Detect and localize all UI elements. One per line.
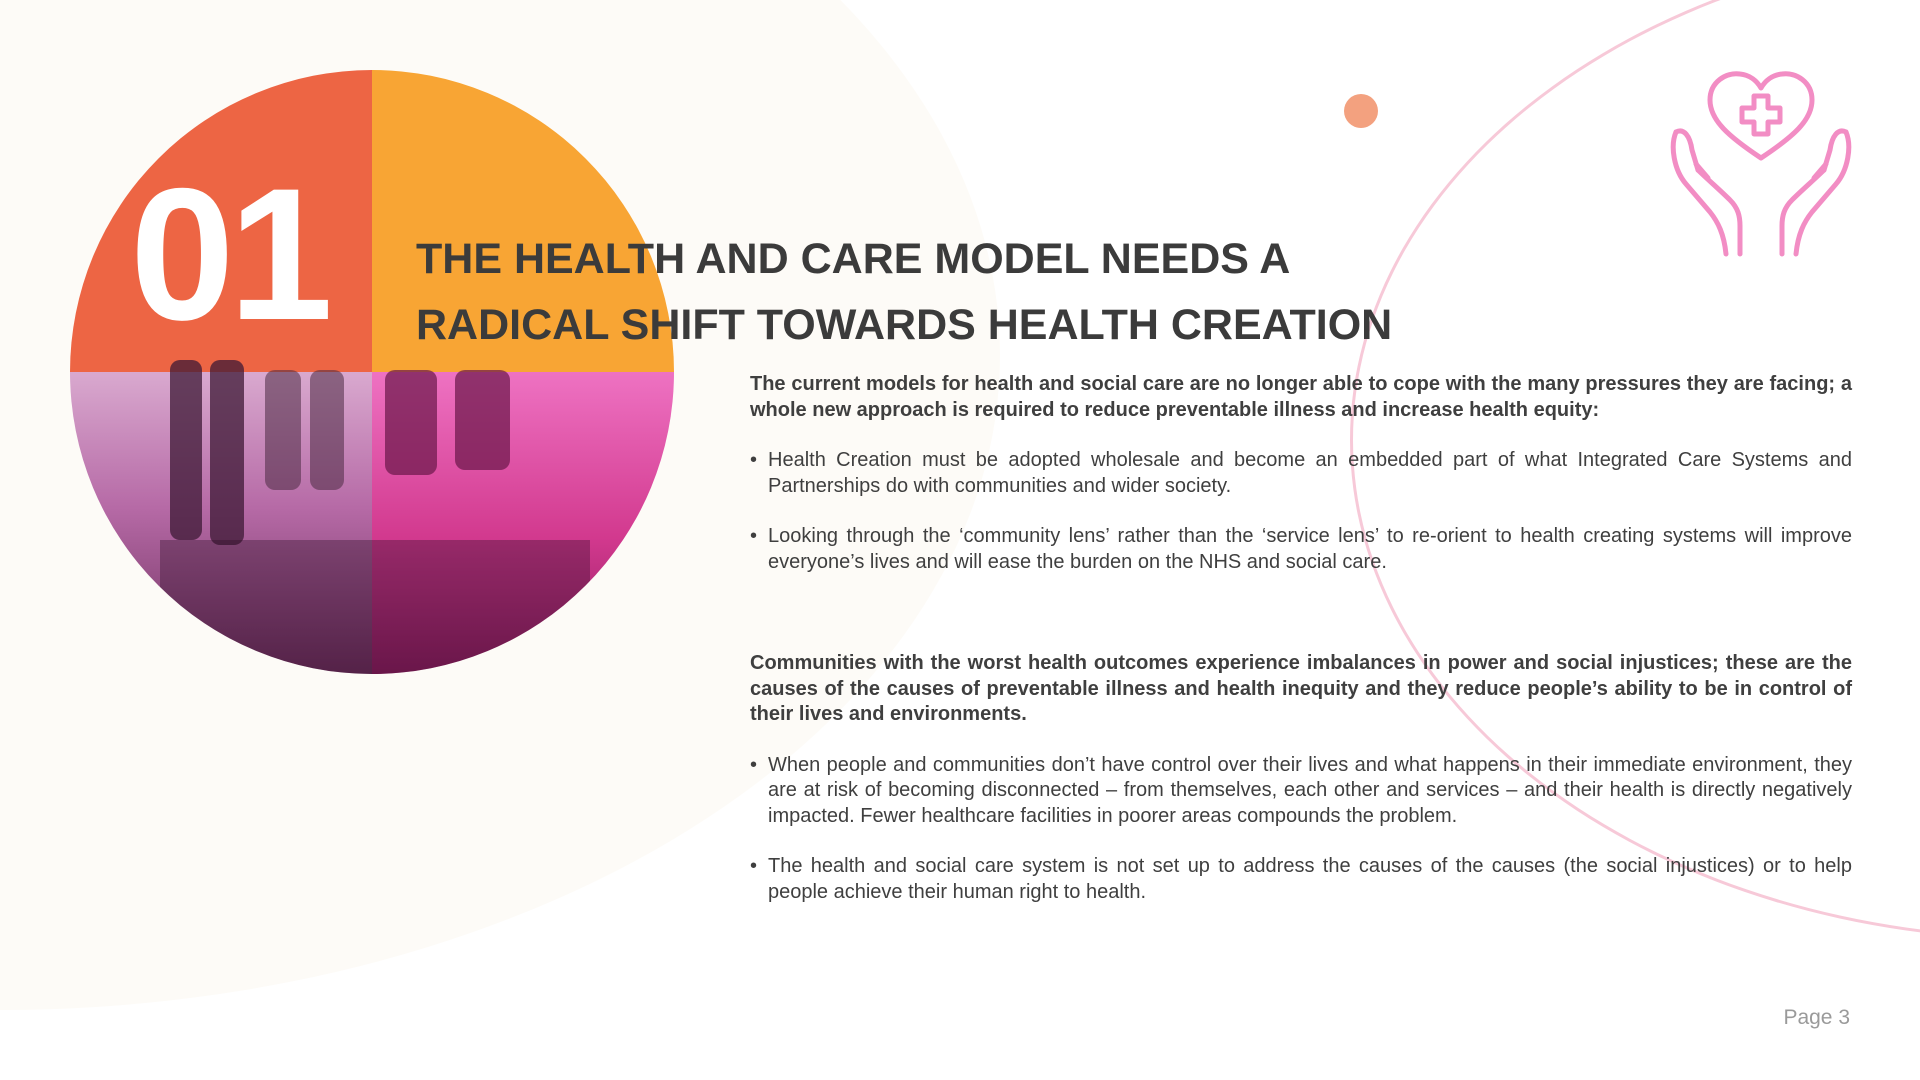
bullet-item: • Looking through the ‘community lens’ rather than the ‘service lens’ to re-orient to health creating systems will improve everyone’s lives and will ease the burden on the NHS and social care. — [750, 524, 1852, 575]
section-number: 01 — [130, 149, 328, 359]
title-line-1: THE HEALTH AND CARE MODEL NEEDS A — [416, 235, 1291, 283]
hands-heart-cross-icon — [1668, 66, 1854, 258]
section1-bullets — [750, 448, 1852, 575]
bullet-item: • Health Creation must be adopted wholesale and become an embedded part of what Integrated Care Systems and Partnerships do with communities and wider society. — [750, 448, 1852, 499]
section2-lead: Communities with the worst health outcomes experience imbalances in power and social injustices; these are the causes of the causes of preventable illness and health inequity and they reduce people’s ability to be in control of their lives and environments. — [750, 652, 1852, 725]
decorative-dot — [1344, 94, 1378, 128]
section1-lead: The current models for health and social care are no longer able to cope with the many pressures they are facing; a whole new approach is required to reduce preventable illness and increase health equity: — [750, 373, 1852, 421]
title-line-2: RADICAL SHIFT TOWARDS HEALTH CREATION — [416, 301, 1393, 349]
section2-bullets — [750, 753, 1852, 906]
bullet-item: • When people and communities don’t have control over their lives and what happens in their immediate environment, they are at risk of becoming disconnected – from themselves, each other and services – and their health is directly negatively impacted. Fewer healthcare facilities in poorer areas compounds the problem. — [750, 753, 1852, 830]
body-content — [750, 372, 1852, 905]
page-title — [416, 226, 1416, 358]
section2 — [750, 651, 1852, 905]
bullet-item: • The health and social care system is not set up to address the causes of the causes (the social injustices) or to help people achieve their human right to health. — [750, 854, 1852, 905]
page-number: Page 3 — [1783, 1006, 1850, 1029]
